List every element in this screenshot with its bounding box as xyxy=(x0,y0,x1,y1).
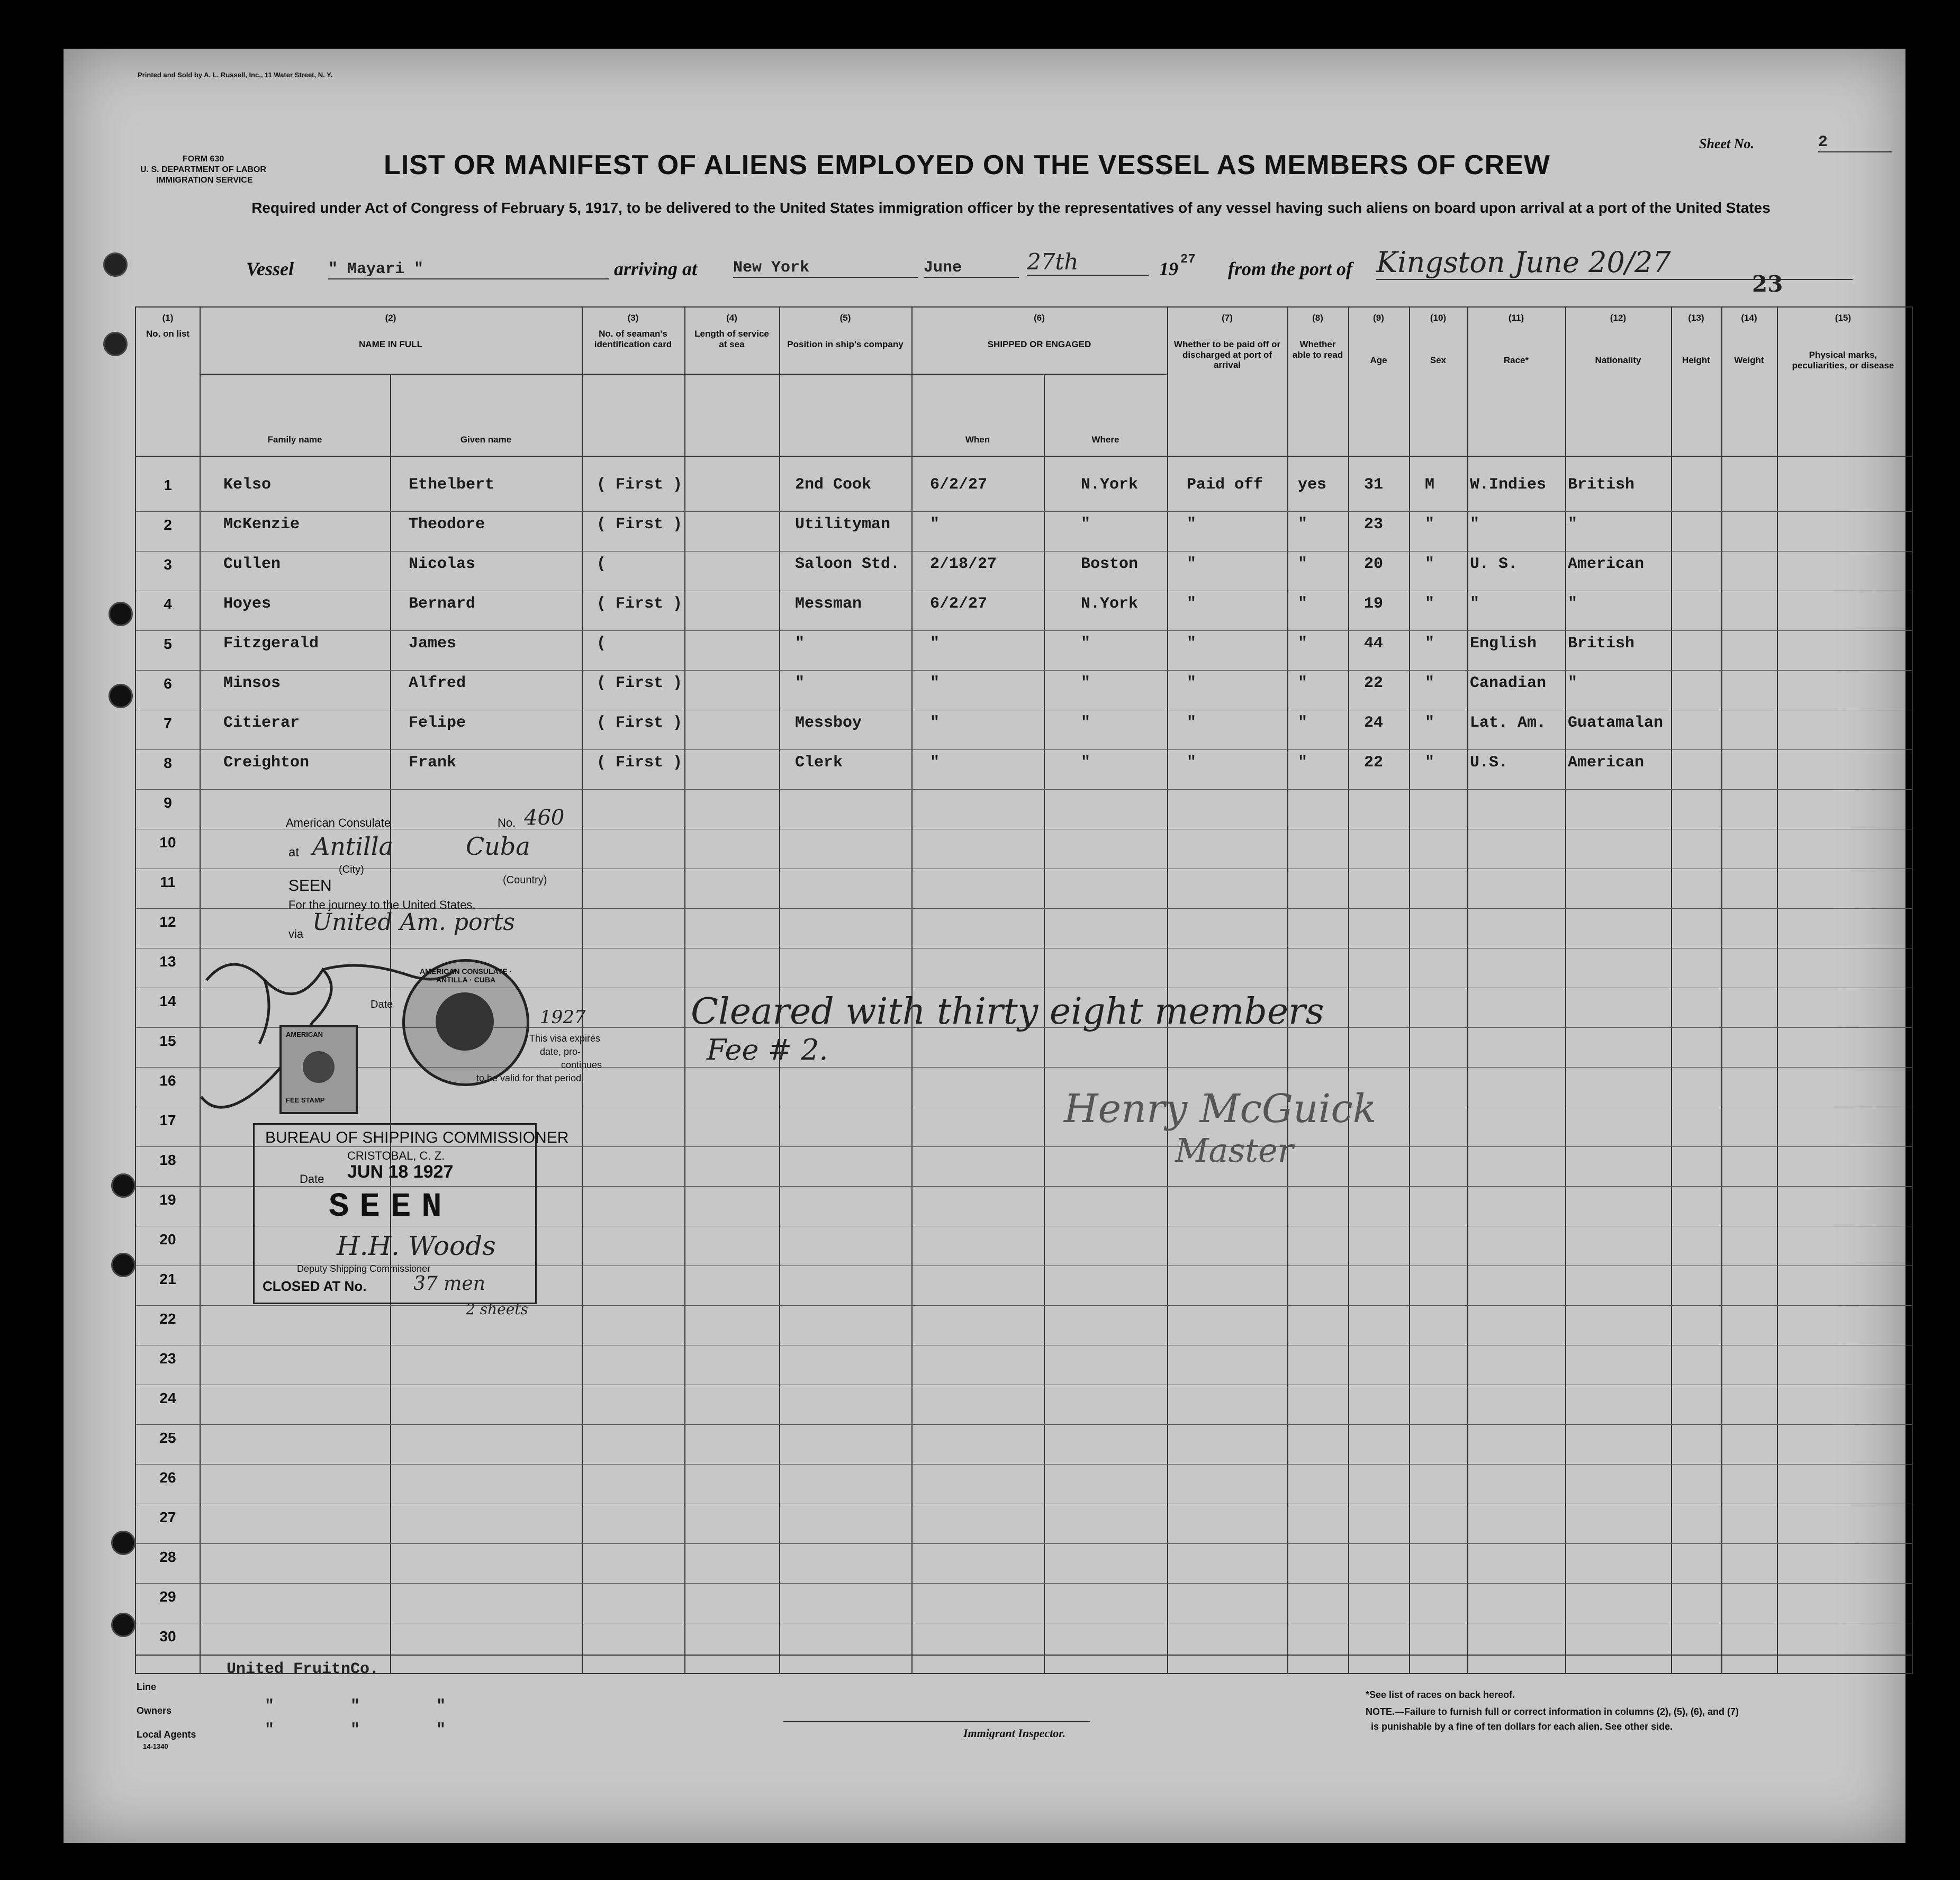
cell-race: " xyxy=(1470,516,1480,534)
col-header-sex: Sex xyxy=(1430,355,1447,365)
consulate-city: Antilla xyxy=(312,832,393,861)
year-value: 27 xyxy=(1180,252,1196,267)
bureau-seen: SEEN xyxy=(329,1188,453,1226)
cell-family: Creighton xyxy=(223,754,310,772)
cell-when: " xyxy=(930,516,940,534)
cell-given: James xyxy=(409,635,457,653)
consulate-country: Cuba xyxy=(466,832,530,861)
row-number: 14 xyxy=(159,993,176,1009)
printer-credit: Printed and Sold by A. L. Russell, Inc., 11 Water Street, N. Y. xyxy=(138,71,332,79)
row-number: 7 xyxy=(164,715,172,731)
row-number: 10 xyxy=(159,834,176,851)
cell-paid: Paid off xyxy=(1187,476,1263,494)
row-number: 1 xyxy=(164,477,172,493)
page-title: LIST OR MANIFEST OF ALIENS EMPLOYED ON THE VESSEL AS MEMBERS OF CREW xyxy=(384,150,1550,180)
binder-hole xyxy=(111,1173,136,1198)
cell-age: 22 xyxy=(1364,674,1384,692)
cell-position: 2nd Cook xyxy=(795,476,872,494)
cell-family: Kelso xyxy=(223,476,272,494)
cell-card: ( xyxy=(597,635,607,653)
cell-given: Frank xyxy=(409,754,457,772)
cell-where: " xyxy=(1081,635,1091,653)
cell-age: 23 xyxy=(1364,516,1384,534)
cell-sex: " xyxy=(1425,635,1435,653)
row-divider xyxy=(136,511,1912,512)
arriving-value: New York xyxy=(733,259,918,278)
col-num-9: (9) xyxy=(1373,313,1384,323)
col-num-2: (2) xyxy=(385,313,396,323)
department-name: U. S. DEPARTMENT OF LABOR xyxy=(140,165,266,174)
inspector-signature-line xyxy=(783,1721,1090,1722)
consulate-date-value: 1927 xyxy=(540,1007,586,1028)
fee-stamp-emblem-icon xyxy=(303,1051,335,1083)
bureau-date-value: JUN 18 1927 xyxy=(347,1162,454,1182)
eagle-icon xyxy=(436,992,494,1051)
col-header-where: Where xyxy=(1091,435,1119,445)
row-number: 15 xyxy=(159,1033,176,1049)
col-num-11: (11) xyxy=(1508,313,1524,323)
col-header-position: Position in ship's company xyxy=(787,339,904,349)
cell-position: Saloon Std. xyxy=(795,555,900,573)
cell-sex: M xyxy=(1425,476,1435,494)
cell-where: " xyxy=(1081,714,1091,732)
cell-paid: " xyxy=(1187,516,1197,534)
corner-number: 23 xyxy=(1752,271,1783,297)
consulate-no-value: 460 xyxy=(524,806,565,830)
cell-where: " xyxy=(1081,516,1091,534)
cell-race: English xyxy=(1470,635,1537,653)
sheet-value: 2 xyxy=(1818,133,1892,152)
row-divider xyxy=(136,1583,1912,1584)
cell-when: " xyxy=(930,635,940,653)
form-number: FORM 630 xyxy=(183,155,224,164)
cell-family: Minsos xyxy=(223,674,281,692)
col-header-read: Whether able to read xyxy=(1292,339,1343,360)
cell-paid: " xyxy=(1187,635,1197,653)
cell-race: " xyxy=(1470,595,1480,613)
row-number: 29 xyxy=(159,1588,176,1605)
col-header-when: When xyxy=(965,435,990,445)
cell-card: ( First ) xyxy=(597,714,683,732)
cell-sex: " xyxy=(1425,516,1435,534)
cell-card: ( First ) xyxy=(597,516,683,534)
cell-family: McKenzie xyxy=(223,516,300,534)
cell-paid: " xyxy=(1187,754,1197,772)
agents-label: Local Agents xyxy=(137,1729,196,1740)
row-divider xyxy=(136,1464,1912,1465)
col-header-weight: Weight xyxy=(1734,355,1764,365)
fine-note-2: is punishable by a fine of ten dollars for each alien. See other side. xyxy=(1371,1721,1673,1732)
cell-position: Utilityman xyxy=(795,516,891,534)
binder-hole xyxy=(109,602,133,626)
bureau-place: CRISTOBAL, C. Z. xyxy=(347,1149,445,1162)
col-header-marks: Physical marks, peculiarities, or disease xyxy=(1792,350,1894,370)
binder-hole xyxy=(103,252,128,277)
cell-age: 24 xyxy=(1364,714,1384,732)
races-note: *See list of races on back hereof. xyxy=(1366,1689,1515,1700)
owners-label: Owners xyxy=(137,1705,172,1716)
col-num-1: (1) xyxy=(162,313,174,323)
bureau-title: BUREAU OF SHIPPING COMMISSIONER xyxy=(265,1129,569,1146)
row-number: 18 xyxy=(159,1152,176,1168)
row-number: 24 xyxy=(159,1390,176,1406)
cell-nationality: American xyxy=(1568,754,1645,772)
consulate-no-label: No. xyxy=(498,816,516,829)
cell-card: ( First ) xyxy=(597,674,683,692)
col-header-nationality: Nationality xyxy=(1595,355,1641,365)
cell-position: Clerk xyxy=(795,754,843,772)
cell-race: Lat. Am. xyxy=(1470,714,1547,732)
binder-hole xyxy=(111,1253,136,1277)
consulate-via-label: via xyxy=(288,927,304,941)
row-number: 30 xyxy=(159,1628,176,1644)
bureau-sheets-note: 2 sheets xyxy=(466,1300,528,1318)
cell-paid: " xyxy=(1187,595,1197,613)
row-number: 2 xyxy=(164,517,172,533)
cell-when: 2/18/27 xyxy=(930,555,997,573)
master-title: Master xyxy=(1175,1131,1294,1170)
row-divider xyxy=(136,749,1912,750)
consulate-journey: For the journey to the United States, xyxy=(288,898,476,911)
cell-given: Felipe xyxy=(409,714,466,732)
col-header-no: No. on list xyxy=(146,329,190,339)
cell-read: " xyxy=(1298,674,1308,692)
cell-read: " xyxy=(1298,516,1308,534)
cell-nationality: Guatamalan xyxy=(1568,714,1664,732)
page-subtitle: Required under Act of Congress of February 5, 1917, to be delivered to the United States immigration officer by the representatives of any vessel having such aliens on board upon arrival at a port of the United States xyxy=(251,200,1771,216)
cell-nationality: American xyxy=(1568,555,1645,573)
cell-given: Theodore xyxy=(409,516,485,534)
owners-value: " " " xyxy=(265,1697,446,1715)
row-number: 22 xyxy=(159,1310,176,1327)
row-divider xyxy=(136,551,1912,552)
fine-note-1: NOTE.—Failure to furnish full or correct information in columns (2), (5), (6), and (7) xyxy=(1366,1706,1739,1717)
cell-given: Nicolas xyxy=(409,555,476,573)
consulate-via-value: United Am. ports xyxy=(312,909,515,936)
bureau-stamp xyxy=(253,1123,569,1304)
col-header-card: No. of seaman's identification card xyxy=(594,329,672,349)
row-number: 23 xyxy=(159,1350,176,1367)
cell-race: Canadian xyxy=(1470,674,1547,692)
cell-family: Cullen xyxy=(223,555,281,573)
cell-given: Bernard xyxy=(409,595,476,613)
vessel-label: Vessel xyxy=(246,258,294,279)
row-number: 17 xyxy=(159,1112,176,1128)
bureau-date-label: Date xyxy=(300,1172,324,1186)
bureau-signature: H.H. Woods xyxy=(337,1231,496,1261)
form-code: 14-1340 xyxy=(143,1742,168,1750)
city-caption: (City) xyxy=(339,864,364,875)
fee-stamp xyxy=(279,1025,358,1114)
country-caption: (Country) xyxy=(503,874,547,886)
row-divider xyxy=(136,1305,1912,1306)
row-divider xyxy=(136,630,1912,631)
col-header-height: Height xyxy=(1682,355,1710,365)
row-number: 16 xyxy=(159,1072,176,1089)
year-prefix: 19 xyxy=(1159,258,1178,279)
col-header-length: Length of service at sea xyxy=(694,329,769,349)
cell-race: U. S. xyxy=(1470,555,1518,573)
manifest-sheet xyxy=(64,49,1905,1843)
fee-note: Fee # 2. xyxy=(707,1033,828,1066)
cell-sex: " xyxy=(1425,555,1435,573)
binder-hole xyxy=(109,684,133,708)
cell-position: " xyxy=(795,674,805,692)
row-number: 20 xyxy=(159,1231,176,1248)
cell-age: 22 xyxy=(1364,754,1384,772)
cell-family: Fitzgerald xyxy=(223,635,319,653)
cell-paid: " xyxy=(1187,714,1197,732)
consulate-seal xyxy=(402,959,529,1086)
consulate-seen: SEEN xyxy=(288,877,332,894)
cell-where: N.York xyxy=(1081,476,1139,494)
master-signature: Henry McGuick xyxy=(1064,1086,1377,1132)
sheet-label: Sheet No. xyxy=(1699,136,1754,151)
row-divider xyxy=(136,1424,1912,1425)
cell-race: U.S. xyxy=(1470,754,1509,772)
row-number: 28 xyxy=(159,1549,176,1565)
row-divider xyxy=(136,1543,1912,1544)
cell-nationality: British xyxy=(1568,476,1635,494)
col-header-family: Family name xyxy=(267,435,322,445)
binder-hole xyxy=(103,332,128,356)
cell-given: Ethelbert xyxy=(409,476,495,494)
row-number: 19 xyxy=(159,1191,176,1208)
row-number: 5 xyxy=(164,636,172,652)
cell-sex: " xyxy=(1425,674,1435,692)
cell-position: " xyxy=(795,635,805,653)
cleared-note: Cleared with thirty eight members xyxy=(691,991,1324,1033)
cell-sex: " xyxy=(1425,595,1435,613)
cell-age: 19 xyxy=(1364,595,1384,613)
col-header-shipped: SHIPPED OR ENGAGED xyxy=(987,339,1091,349)
consulate-at-label: at xyxy=(288,845,300,860)
row-number: 6 xyxy=(164,675,172,692)
bureau-closed-label: CLOSED AT No. xyxy=(263,1278,367,1294)
row-number: 13 xyxy=(159,953,176,970)
cell-when: " xyxy=(930,714,940,732)
cell-read: " xyxy=(1298,555,1308,573)
col-num-3: (3) xyxy=(627,313,639,323)
col-num-10: (10) xyxy=(1430,313,1447,323)
cell-paid: " xyxy=(1187,674,1197,692)
vessel-value: " Mayari " xyxy=(328,260,609,279)
row-number: 9 xyxy=(164,794,172,811)
cell-where: " xyxy=(1081,674,1091,692)
cell-race: W.Indies xyxy=(1470,476,1547,494)
cell-position: Messboy xyxy=(795,714,862,732)
validity-line-3: continues xyxy=(561,1060,602,1070)
cell-nationality: " xyxy=(1568,595,1578,613)
from-label: from the port of xyxy=(1228,258,1353,279)
row-number: 27 xyxy=(159,1509,176,1525)
col-num-15: (15) xyxy=(1835,313,1851,323)
cell-nationality: " xyxy=(1568,516,1578,534)
service-name: IMMIGRATION SERVICE xyxy=(156,176,253,185)
col-num-4: (4) xyxy=(726,313,737,323)
month-value: June xyxy=(924,259,1019,278)
col-header-paid: Whether to be paid off or discharged at port of arrival xyxy=(1173,339,1281,370)
col-num-12: (12) xyxy=(1610,313,1627,323)
day-value: 27th xyxy=(1027,249,1149,276)
validity-line-4: to be valid for that period. xyxy=(476,1073,584,1083)
col-num-14: (14) xyxy=(1741,313,1757,323)
seal-text: AMERICAN CONSULATE · ANTILLA · CUBA xyxy=(420,967,512,984)
row-number: 3 xyxy=(164,556,172,573)
cell-where: Boston xyxy=(1081,555,1139,573)
cell-when: " xyxy=(930,674,940,692)
cell-family: Hoyes xyxy=(223,595,272,613)
col-num-13: (13) xyxy=(1688,313,1704,323)
row-divider xyxy=(136,789,1912,790)
validity-line-1: This visa expires xyxy=(529,1033,601,1044)
col-header-age: Age xyxy=(1370,355,1387,365)
row-number: 8 xyxy=(164,755,172,771)
cell-sex: " xyxy=(1425,714,1435,732)
fee-stamp-bottom: FEE STAMP xyxy=(286,1096,325,1104)
cell-age: 31 xyxy=(1364,476,1384,494)
fee-stamp-top: AMERICAN xyxy=(286,1031,323,1038)
col-num-5: (5) xyxy=(839,313,851,323)
row-divider xyxy=(136,670,1912,671)
cell-read: yes xyxy=(1298,476,1327,494)
cell-card: ( First ) xyxy=(597,476,683,494)
col-header-given: Given name xyxy=(460,435,512,445)
agents-value: " " " xyxy=(265,1721,446,1739)
cell-read: " xyxy=(1298,754,1308,772)
cell-given: Alfred xyxy=(409,674,466,692)
cell-read: " xyxy=(1298,595,1308,613)
cell-where: " xyxy=(1081,754,1091,772)
row-number: 11 xyxy=(160,874,176,890)
line-value: United FruitnCo. xyxy=(227,1660,380,1678)
consulate-label: American Consulate xyxy=(286,816,391,829)
binder-hole xyxy=(111,1531,136,1555)
col-header-name: NAME IN FULL xyxy=(359,339,422,349)
cell-age: 20 xyxy=(1364,555,1384,573)
cell-card: ( xyxy=(597,555,607,573)
cell-card: ( First ) xyxy=(597,595,683,613)
row-number: 21 xyxy=(159,1271,176,1287)
col-num-6: (6) xyxy=(1034,313,1045,323)
cell-card: ( First ) xyxy=(597,754,683,772)
arriving-label: arriving at xyxy=(614,258,698,279)
bureau-deputy: Deputy Shipping Commissioner xyxy=(297,1263,431,1274)
port-value: Kingston June 20/27 xyxy=(1376,246,1853,280)
cell-read: " xyxy=(1298,635,1308,653)
inspector-label: Immigrant Inspector. xyxy=(963,1727,1066,1740)
cell-paid: " xyxy=(1187,555,1197,573)
row-number: 4 xyxy=(164,596,172,612)
row-number: 12 xyxy=(159,914,176,930)
cell-when: " xyxy=(930,754,940,772)
row-number: 25 xyxy=(159,1430,176,1446)
cell-nationality: British xyxy=(1568,635,1635,653)
binder-hole xyxy=(111,1613,136,1637)
cell-when: 6/2/27 xyxy=(930,595,988,613)
line-label: Line xyxy=(137,1682,157,1692)
cell-sex: " xyxy=(1425,754,1435,772)
bureau-closed-value: 37 men xyxy=(413,1273,485,1295)
col-num-7: (7) xyxy=(1222,313,1233,323)
row-number: 26 xyxy=(159,1469,176,1486)
cell-read: " xyxy=(1298,714,1308,732)
col-header-race: Race* xyxy=(1503,355,1529,365)
consulate-date-label: Date xyxy=(371,999,393,1010)
cell-position: Messman xyxy=(795,595,862,613)
cell-when: 6/2/27 xyxy=(930,476,988,494)
validity-line-2: date, pro- xyxy=(540,1046,581,1057)
col-num-8: (8) xyxy=(1312,313,1323,323)
cell-where: N.York xyxy=(1081,595,1139,613)
cell-age: 44 xyxy=(1364,635,1384,653)
cell-nationality: " xyxy=(1568,674,1578,692)
cell-family: Citierar xyxy=(223,714,300,732)
